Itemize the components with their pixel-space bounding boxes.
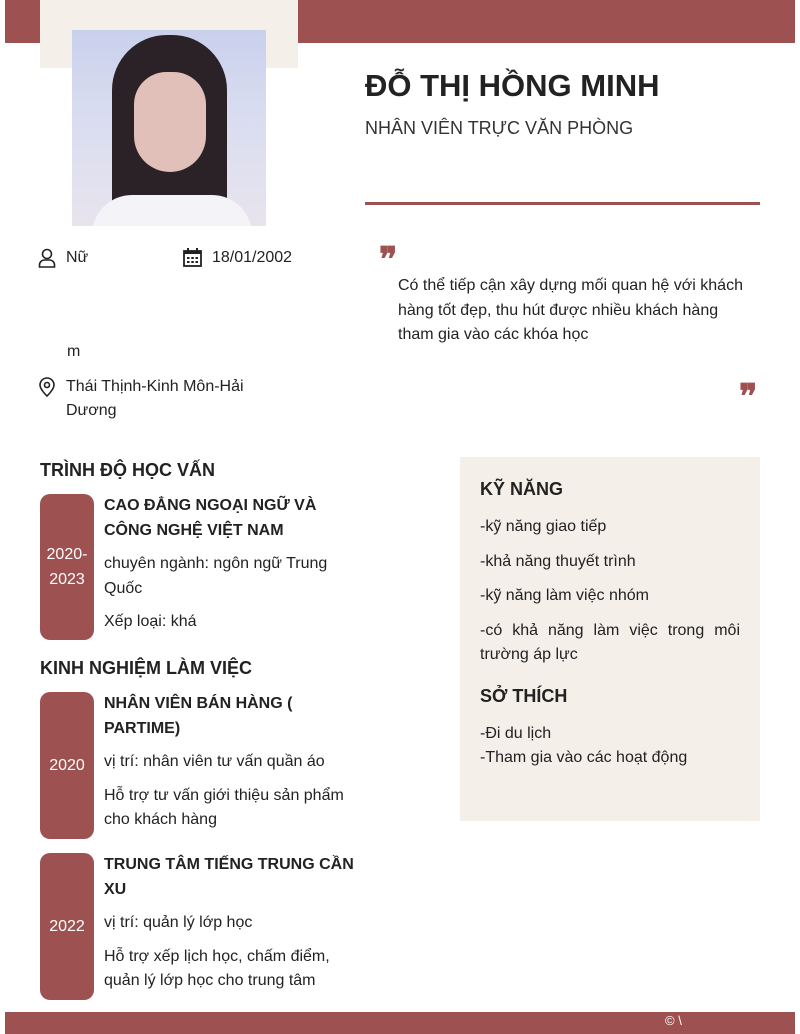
skill-item: -có khả năng làm việc trong môi trường áp lực xyxy=(480,621,740,663)
hobbies-heading: SỞ THÍCH xyxy=(480,685,568,706)
sidebar-panel xyxy=(460,457,760,821)
experience-heading: KINH NGHIỆM LÀM VIỆC xyxy=(40,658,253,678)
gender-row xyxy=(38,246,88,270)
item-title: NHÂN VIÊN BÁN HÀNG ( PARTIME) xyxy=(104,695,293,737)
education-heading: TRÌNH ĐỘ HỌC VẤN xyxy=(40,460,215,480)
item-detail: Hỗ trợ xếp lịch học, chấm điểm, quản lý lớp học cho trung tâm xyxy=(104,947,330,989)
education-item xyxy=(40,494,360,644)
candidate-name: ĐỖ THỊ HỒNG MINH xyxy=(365,68,660,103)
address-row xyxy=(38,375,278,423)
quote-close-icon: ❞ xyxy=(739,377,758,417)
skill-item: -kỹ năng giao tiếp xyxy=(480,518,607,535)
experience-item xyxy=(40,853,360,1003)
candidate-role: NHÂN VIÊN TRỰC VĂN PHÒNG xyxy=(365,118,634,138)
period-badge: 2020-2023 xyxy=(40,494,94,640)
skills-heading: KỸ NĂNG xyxy=(480,479,564,499)
item-detail: chuyên ngành: ngôn ngữ Trung Quốc xyxy=(104,555,328,597)
experience-item xyxy=(40,692,360,842)
profile-photo xyxy=(72,30,266,226)
skill-item: -khả năng thuyết trình xyxy=(480,552,636,570)
item-detail: vị trí: nhân viên tư vấn quần áo xyxy=(104,753,325,770)
item-title: TRUNG TÂM TIẾNG TRUNG CẦN XU xyxy=(104,856,354,898)
item-detail: Xếp loại: khá xyxy=(104,613,197,630)
career-objective: Có thể tiếp cận xây dựng mối quan hệ với khách hàng tốt đẹp, thu hút được nhiều khách hàng tham gia vào các khóa học xyxy=(398,277,743,343)
item-detail: vị trí: quản lý lớp học xyxy=(104,914,253,931)
person-icon xyxy=(38,248,56,268)
birthday-value: 18/01/2002 xyxy=(212,249,293,266)
hobby-item: -Đi du lịch xyxy=(480,724,552,742)
period-badge: 2022 xyxy=(40,853,94,1000)
skill-item: -kỹ năng làm việc nhóm xyxy=(480,587,649,604)
gender-value: Nữ xyxy=(66,249,89,266)
footer-text: © \ xyxy=(665,1013,682,1028)
hobby-item: -Tham gia vào các hoạt động xyxy=(480,749,688,766)
period-badge: 2020 xyxy=(40,692,94,839)
footer-bar xyxy=(5,1012,795,1034)
item-title: CAO ĐẲNG NGOẠI NGỮ VÀ CÔNG NGHỆ VIỆT NAM xyxy=(104,497,317,539)
birthday-row xyxy=(183,246,292,270)
quote-open-icon: ❞ xyxy=(379,240,398,280)
calendar-icon xyxy=(183,248,202,267)
stray-text: m xyxy=(67,343,81,360)
item-detail: Hỗ trợ tư vấn giới thiệu sản phẩm cho khách hàng xyxy=(104,786,344,828)
address-value: Thái Thịnh-Kinh Môn-Hải Dương xyxy=(66,378,244,419)
divider xyxy=(365,202,760,205)
location-pin-icon xyxy=(38,377,56,397)
